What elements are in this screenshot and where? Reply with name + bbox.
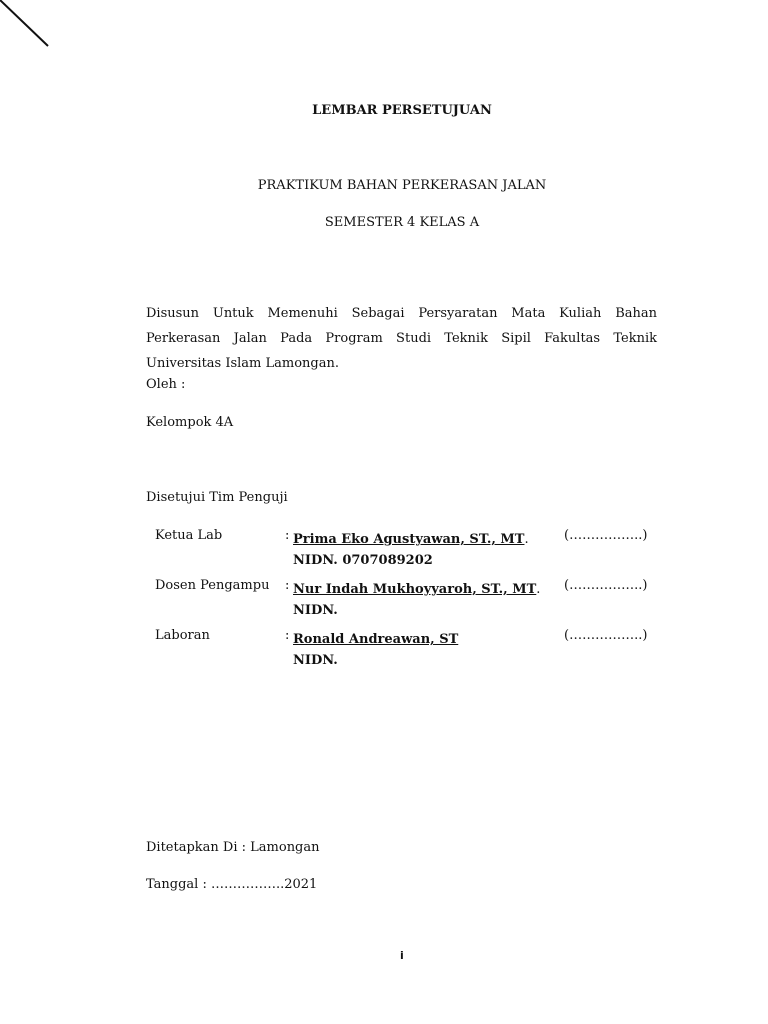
approver-nidn: NIDN. 0707089202 (293, 553, 433, 568)
signature-placeholder: (……………..) (564, 578, 648, 593)
approval-heading: Disetujui Tim Penguji (146, 490, 288, 505)
approver-role: Dosen Pengampu (155, 578, 270, 593)
date-line: Tanggal : ……………..2021 (146, 877, 318, 892)
approver-name-line (293, 528, 529, 547)
document-title: LEMBAR PERSETUJUAN (312, 103, 492, 118)
purpose-paragraph: Disusun Untuk Memenuhi Sebagai Persyaratan Mata Kuliah Bahan Perkerasan Jalan Pada Program Studi Teknik Sipil Fakultas Teknik Universitas Islam Lamongan. (146, 306, 657, 371)
page-number: i (400, 949, 404, 962)
course-title: PRAKTIKUM BAHAN PERKERASAN JALAN (257, 178, 547, 193)
approver-nidn: NIDN. (293, 603, 338, 618)
approver-nidn: NIDN. (293, 653, 338, 668)
signature-placeholder: (……………..) (564, 528, 648, 543)
approver-name-line (293, 628, 458, 647)
colon-separator: : (285, 528, 290, 543)
by-label: Oleh : (146, 377, 186, 392)
place-established: Ditetapkan Di : Lamongan (146, 840, 320, 855)
approver-name: Ronald Andreawan, ST (293, 632, 459, 647)
name-punctuation: . (536, 582, 541, 597)
approver-role: Ketua Lab (155, 528, 223, 543)
colon-separator: : (285, 578, 290, 593)
approver-name: Nur Indah Mukhoyyaroh, ST., MT (293, 582, 537, 597)
group-name: Kelompok 4A (146, 415, 234, 430)
approver-name: Prima Eko Agustyawan, ST., MT (293, 532, 525, 547)
approver-role: Laboran (155, 628, 210, 643)
approver-name-line (293, 578, 540, 597)
name-punctuation: . (524, 532, 529, 547)
semester-class: SEMESTER 4 KELAS A (324, 215, 480, 230)
signature-placeholder: (……………..) (564, 628, 648, 643)
colon-separator: : (285, 628, 290, 643)
